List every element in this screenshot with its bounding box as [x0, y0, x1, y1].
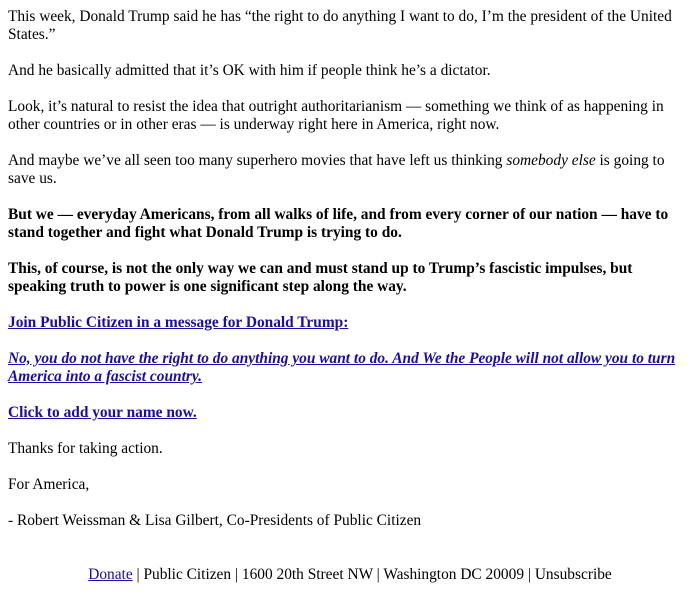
paragraph-superhero-end: is going to save us.: [8, 152, 665, 187]
paragraph-dictator: And he basically admitted that it’s OK with him if people think he’s a dictator.: [8, 62, 491, 79]
paragraph-superhero-start: And maybe we’ve all seen too many superhero movies that have left us thinking: [8, 152, 507, 169]
footer-org-name: Public Citizen: [143, 566, 232, 583]
email-content: [8, 8, 692, 548]
footer-address: 1600 20th Street NW: [241, 566, 373, 583]
join-message-link[interactable]: Join Public Citizen in a message for Donald Trump:: [8, 314, 349, 331]
message-quote-link[interactable]: No, you do not have the right to do anything you want to do. And We the People will not allow you to turn America into a fascist country.: [8, 350, 676, 385]
paragraph-trump-quote: This week, Donald Trump said he has “the right to do anything I want to do, I’m the president of the United States.”: [8, 8, 672, 43]
add-name-link[interactable]: Click to add your name now.: [8, 404, 197, 421]
paragraph-authoritarianism: Look, it’s natural to resist the idea that outright authoritarianism — something we think of as happening in other countries or in other eras — is underway right here in America, right now.: [8, 98, 664, 133]
unsubscribe-text[interactable]: Unsubscribe: [534, 566, 612, 583]
donate-link[interactable]: Donate: [88, 566, 133, 583]
paragraph-stand-together: But we — everyday Americans, from all walks of life, and from every corner of our nation — have to stand together and fight what Donald Trump is trying to do.: [8, 206, 669, 241]
paragraph-superhero: [8, 152, 692, 188]
emphasis-somebody-else: somebody else: [506, 152, 596, 169]
paragraph-speaking-truth: This, of course, is not the only way we can and must stand up to Trump’s fascistic impulses, but speaking truth to power is one significant step along the way.: [8, 260, 633, 295]
thanks-text: Thanks for taking action.: [8, 440, 163, 457]
footer-separator: |: [372, 566, 384, 583]
add-name-row: [8, 404, 692, 422]
email-footer: [0, 566, 700, 584]
footer-separator: |: [524, 566, 535, 583]
signature: - Robert Weissman & Lisa Gilbert, Co-Presidents of Public Citizen: [8, 512, 422, 529]
footer-separator: |: [132, 566, 144, 583]
for-america-text: For America,: [8, 476, 90, 493]
footer-city: Washington DC 20009: [383, 566, 525, 583]
join-message-row: [8, 314, 692, 332]
footer-separator: |: [231, 566, 242, 583]
message-quote-row: [8, 350, 692, 386]
